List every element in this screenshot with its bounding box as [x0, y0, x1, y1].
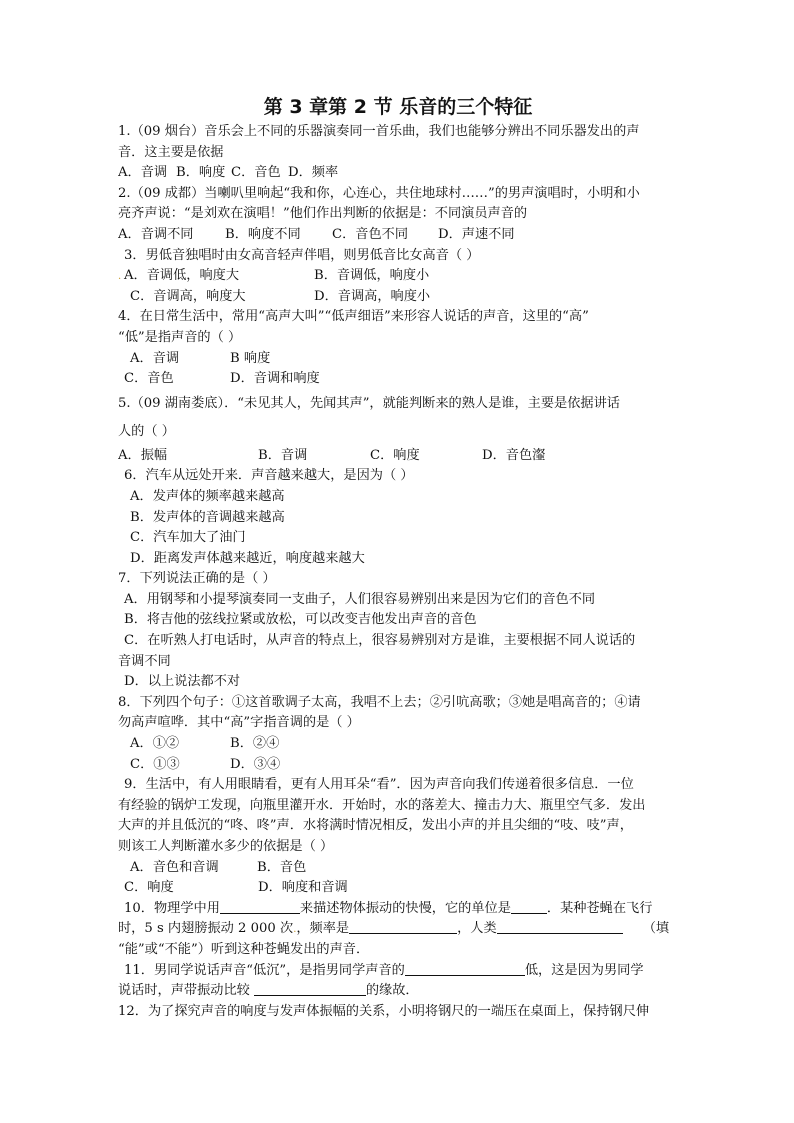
q10-line1: [118, 899, 678, 920]
q5-option-d: D．音色瀣: [482, 447, 546, 463]
q1-stem-line2: 音．这主要是依据: [118, 144, 224, 160]
q11-text-1: 11．男同学说话声音“低沉”，是指男同学声音的: [124, 962, 405, 978]
q5-stem-line1: 5.（09 湖南娄底）．“未见其人，先闻其声”，就能判断来的熟人是谁，主要是依据讲话: [118, 395, 620, 411]
q8-options-row2: [118, 755, 678, 776]
q5-options: [118, 446, 678, 467]
q4-option-b: B 响度: [230, 350, 271, 366]
q7-option-c-line1: C．在听熟人打电话时，从声音的特点上，很容易辨别对方是谁，主要根据不同人说话的: [124, 633, 636, 649]
q10-text-3: ．某种苍蝇在飞行: [546, 900, 653, 916]
q1-option-c: C．音色: [231, 165, 281, 181]
q4-options-row2: [118, 369, 678, 390]
q8-options-row1: [118, 734, 678, 755]
q9-option-d: D．响度和音调: [258, 880, 348, 896]
q9-options-row1: [118, 858, 678, 879]
q2-stem-line2: 亮齐声说：“是刘欢在演唱！”他们作出判断的依据是：不同演员声音的: [118, 206, 528, 222]
q1-stem-line1: 1.（09 烟台）音乐会上不同的乐器演奏同一首乐曲，我们也能够分辨出不同乐器发出的声: [118, 124, 640, 139]
q2-option-b: B．响度不同: [225, 226, 301, 242]
q11-line2: [118, 981, 678, 1002]
q4-stem-line1: 4．在日常生活中，常用“高声大叫”“低声细语”来形容人说话的声音，这里的“高”: [118, 309, 589, 325]
q7-option-b: B．将吉他的弦线拉紧或放松，可以改变吉他发出声音的音色: [124, 612, 477, 628]
q9-stem-line4: 则该工人判断灌水多少的依据是（ ）: [118, 839, 334, 854]
q7-option-c-line2: 音调不同: [118, 653, 171, 669]
q10-blank-quantity[interactable]: [220, 899, 300, 914]
q10-blank-frequency[interactable]: [349, 919, 457, 934]
worksheet-page: [118, 92, 678, 1022]
q8-option-d: D．③④: [230, 756, 281, 772]
q12-stem-line1: 12．为了探究声音的响度与发声体振幅的关系，小明将钢尺的一端压在桌面上，保持钢尺伸: [118, 1003, 650, 1019]
q10-blank-unit[interactable]: [511, 899, 547, 914]
q6-option-d: D．距离发声体越来越近，响度越来越大: [130, 550, 365, 566]
q3-options-row2: [118, 287, 678, 308]
q5-option-b: B．音调: [258, 447, 308, 463]
q11-text-3: 说话时，声带振动比较: [118, 983, 250, 999]
q2-stem-line1: 2.（09 成都）当喇叭里响起“我和你，心连心，共住地球村……”的男声演唱时，小明和小: [118, 185, 640, 201]
q1-option-d: D．频率: [288, 165, 339, 181]
q10-line2: [118, 919, 678, 940]
q5-option-a: A．振幅: [118, 447, 168, 463]
q2-option-d: D．声速不同: [438, 226, 515, 242]
q10-text-2: 来描述物体振动的快慢，它的单位是: [299, 900, 511, 916]
q9-option-b: B．音色: [257, 859, 307, 875]
q10-text-7: （填: [642, 921, 670, 937]
q10-line3: “能”或“不能”）听到这种苍蝇发出的声音．: [118, 941, 370, 957]
stray-mark: .: [293, 924, 297, 936]
q9-stem-line1: 9．生活中，有人用眼睛看，更有人用耳朵“看”．因为声音向我们传递着很多信息．一位: [124, 777, 634, 793]
q4-stem-line2: “低”是指声音的（ ）: [118, 329, 242, 345]
q4-option-a: A．音调: [130, 350, 180, 366]
q9-options-row2: [118, 878, 678, 899]
q7-option-a: A．用钢琴和小提琴演奏同一支曲子，人们很容易辨别出来是因为它们的音色不同: [124, 591, 596, 607]
q10-text-6: ，人类: [457, 921, 497, 937]
q9-option-c: C．响度: [124, 880, 174, 896]
q10-text-1: 10．物理学中用: [124, 900, 220, 916]
q10-blank-hearable[interactable]: [497, 919, 623, 934]
q11-text-4: 的缘故．: [365, 983, 419, 999]
q4-options-row1: [118, 349, 678, 370]
q3-option-b: B．音调低，响度小: [314, 268, 430, 284]
q10-text-4: 时，5 s 内翅膀振动 2 000 次: [118, 921, 294, 937]
q8-option-a: A．①②: [130, 736, 180, 752]
q8-stem-line2: 勿高声喧哗．其中“高”字指音调的是（ ）: [118, 715, 360, 731]
q6-option-a: A．发声体的频率越来越高: [130, 488, 285, 504]
q3-stem: 3．男低音独唱时由女高音轻声伴唱，则男低音比女高音（ ）: [124, 247, 480, 263]
q7-stem: 7．下列说法正确的是（ ）: [118, 571, 276, 587]
q5-stem-line2: 人的（ ）: [118, 423, 175, 439]
q2-option-c: C．音色不同: [332, 226, 409, 242]
q11-blank-property[interactable]: [405, 961, 525, 976]
q11-line1: [118, 961, 678, 982]
q6-option-c: C．汽车加大了油门: [130, 530, 246, 546]
q6-option-b: B．发声体的音调越来越高: [130, 509, 285, 525]
q3-option-a: A．音调低，响度大: [124, 268, 240, 284]
q6-stem: 6．汽车从远处开来．声音越来越大，是因为（ ）: [124, 468, 414, 484]
q3-option-d: D．音调高，响度小: [314, 288, 431, 304]
q10-text-5: ，频率是: [296, 921, 350, 937]
q8-option-b: B．②④: [230, 736, 280, 752]
q1-option-b: B．响度: [176, 165, 226, 181]
q1-options: [118, 163, 678, 184]
q11-text-2: 低，这是因为男同学: [524, 962, 644, 978]
q4-option-d: D．音调和响度: [230, 371, 320, 387]
q7-option-d: D．以上说法都不对: [124, 674, 241, 690]
q9-stem-line2: 有经验的锅炉工发现，向瓶里灌开水．开始时，水的落差大、撞击力大、瓶里空气多．发出: [118, 797, 646, 813]
q3-option-c: C．音调高，响度大: [130, 288, 246, 304]
q2-options: [118, 225, 678, 246]
q8-option-c: C．①③: [130, 756, 180, 772]
stray-mark: .: [118, 271, 122, 283]
q2-option-a: A．音调不同: [118, 226, 194, 242]
q8-stem-line1: 8．下列四个句子：①这首歌调子太高，我唱不上去；②引吭高歌；③她是唱高音的；④请: [118, 694, 641, 710]
q3-options-row1: [118, 266, 678, 287]
q4-option-c: C．音色: [124, 371, 174, 387]
q11-blank-speed[interactable]: [254, 981, 366, 996]
q9-stem-line3: 大声的并且低沉的“咚、咚”声．水将满时情况相反，发出小声的并且尖细的“吱、吱”声，: [118, 818, 633, 834]
page-title: 第 3 章第 2 节 乐音的三个特征: [263, 96, 533, 118]
q5-option-c: C．响度: [370, 447, 420, 463]
q1-option-a: A．音调: [118, 165, 168, 181]
q9-option-a: A．音色和音调: [130, 859, 219, 875]
